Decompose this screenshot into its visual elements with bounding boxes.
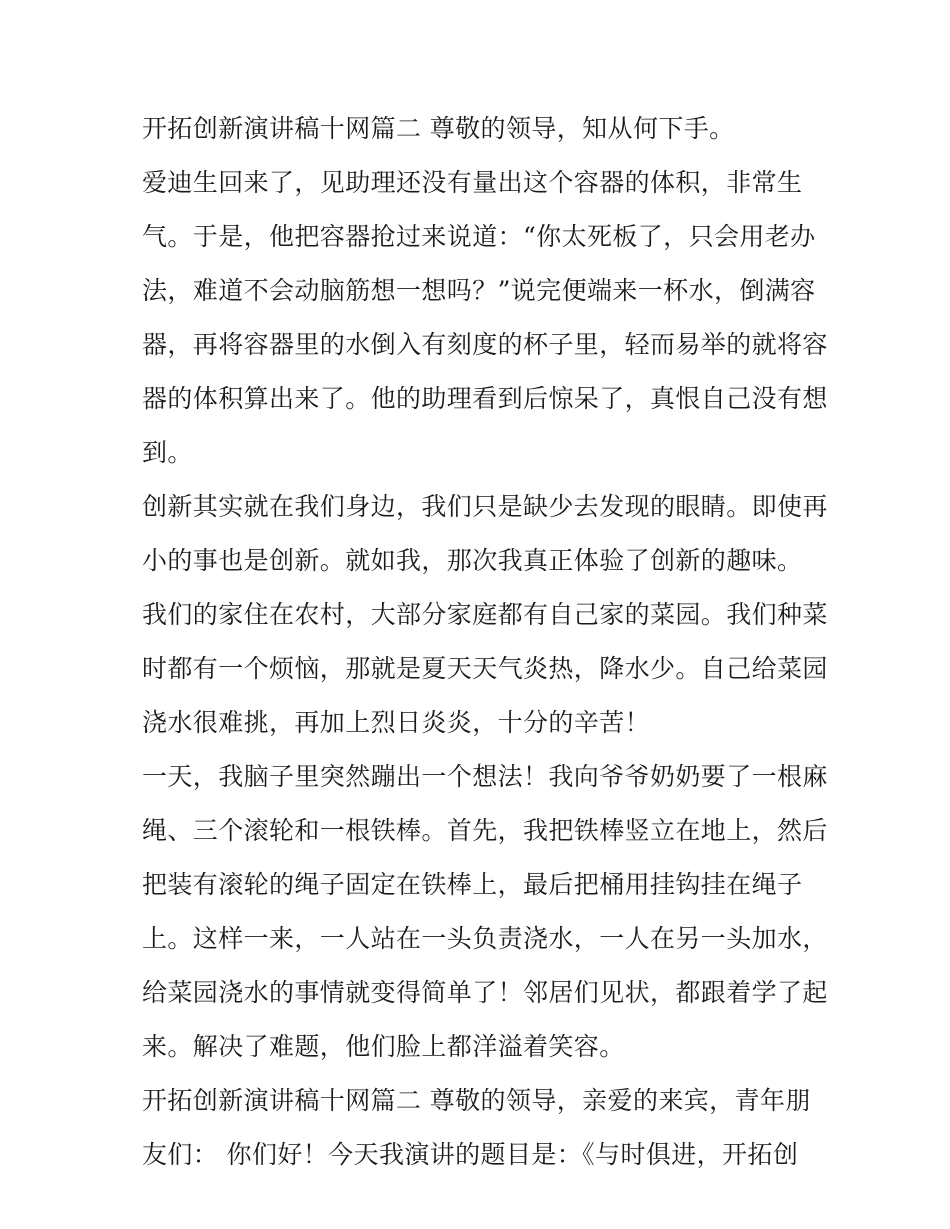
text-line: 法，难道不会动脑筋想一想吗？”说完便端来一杯水，倒满容 — [142, 276, 816, 305]
text-line: 浇水很难挑，再加上烈日炎炎，十分的辛苦！ — [142, 708, 651, 737]
text-line: 开拓创新演讲稿十网篇二 尊敬的领导，亲爱的来宾，青年朋 — [142, 1086, 811, 1115]
text-line: 开拓创新演讲稿十网篇二 尊敬的领导，知从何下手。 — [142, 114, 735, 143]
text-line: 一天，我脑子里突然蹦出一个想法！我向爷爷奶奶要了一根麻 — [142, 762, 828, 791]
text-line: 到。 — [142, 438, 193, 467]
text-line: 给菜园浇水的事情就变得简单了！邻居们见状，都跟着学了起 — [142, 978, 828, 1007]
text-line: 我们的家住在农村，大部分家庭都有自己家的菜园。我们种菜 — [142, 600, 828, 629]
text-line: 器，再将容器里的水倒入有刻度的杯子里，轻而易举的就将容 — [142, 330, 828, 359]
text-line: 绳、三个滚轮和一根铁棒。首先，我把铁棒竖立在地上，然后 — [142, 816, 828, 845]
text-line: 上。这样一来，一人站在一头负责浇水，一人在另一头加水， — [142, 924, 828, 953]
text-line: 小的事也是创新。就如我，那次我真正体验了创新的趣味。 — [142, 546, 803, 575]
text-line: 创新其实就在我们身边，我们只是缺少去发现的眼睛。即使再 — [142, 492, 828, 521]
text-line: 器的体积算出来了。他的助理看到后惊呆了，真恨自己没有想 — [142, 384, 828, 413]
text-line: 把装有滚轮的绳子固定在铁棒上，最后把桶用挂钩挂在绳子 — [142, 870, 803, 899]
text-line: 时都有一个烦恼，那就是夏天天气炎热，降水少。自己给菜园 — [142, 654, 828, 683]
text-line: 友们： 你们好！今天我演讲的题目是：《与时俱进，开拓创 — [142, 1140, 799, 1169]
text-line: 气。于是，他把容器抢过来说道：“你太死板了，只会用老办 — [142, 222, 816, 251]
text-line: 爱迪生回来了，见助理还没有量出这个容器的体积，非常生 — [142, 168, 803, 197]
text-line: 来。解决了难题，他们脸上都洋溢着笑容。 — [142, 1032, 625, 1061]
